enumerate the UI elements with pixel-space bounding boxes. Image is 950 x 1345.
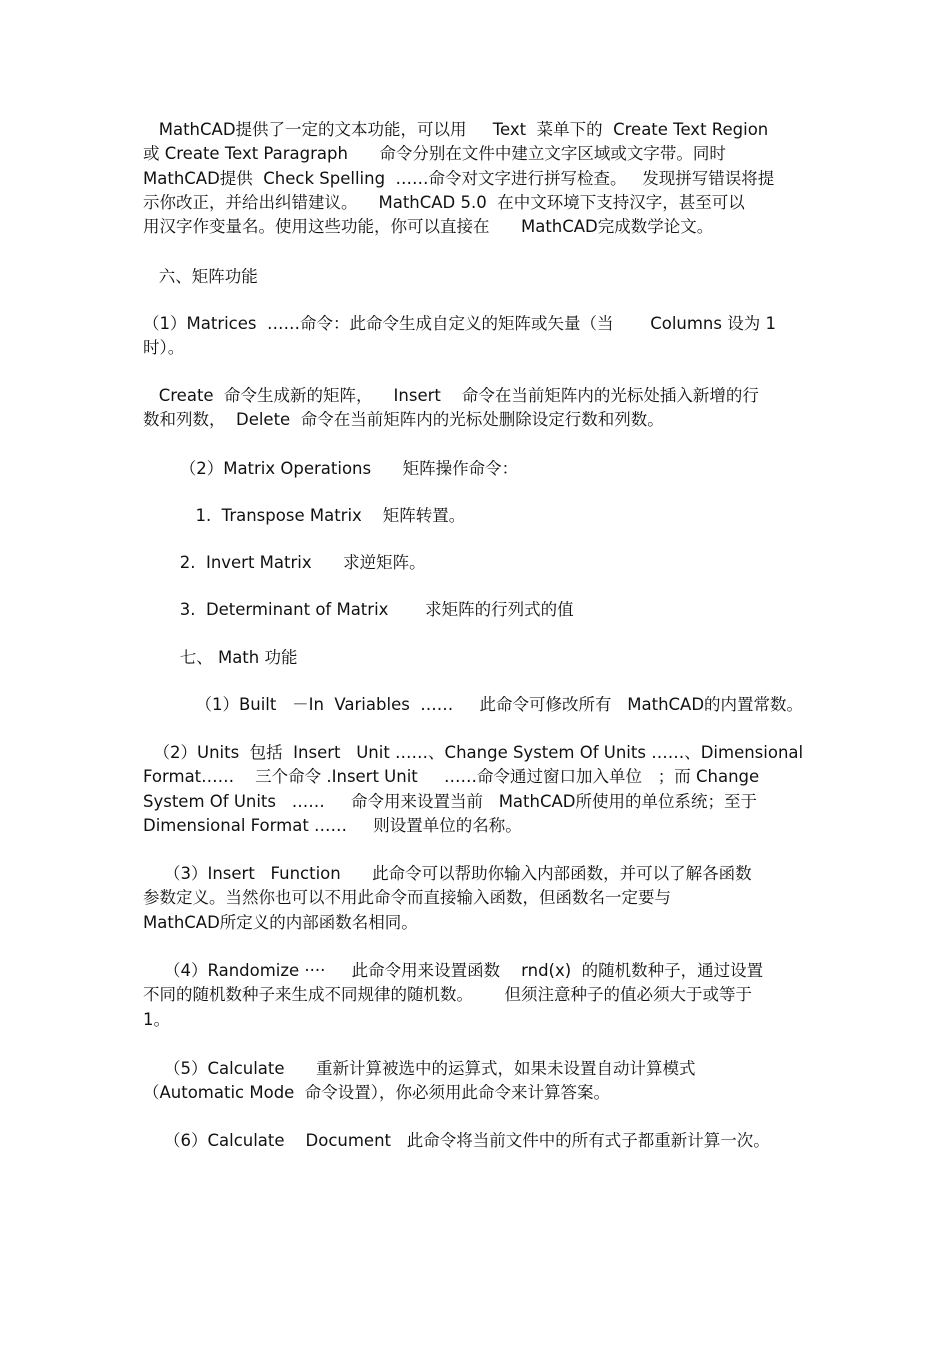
paragraph-units	[143, 741, 808, 838]
text-line: 不同的随机数种子来生成不同规律的随机数。 但须注意种子的值必须大于或等于	[143, 985, 752, 1005]
text-line: 参数定义。当然你也可以不用此命令而直接输入函数，但函数名一定要与	[143, 888, 671, 908]
paragraph-calculate-document	[143, 1129, 808, 1153]
text-line: （Automatic Mode 命令设置），你必须用此命令来计算答案。	[143, 1083, 611, 1103]
text-line: Create 命令生成新的矩阵， Insert 命令在当前矩阵内的光标处插入新增的行	[143, 386, 759, 405]
text-line: 2. Invert Matrix 求逆矩阵。	[143, 553, 426, 572]
paragraph-create-insert-delete	[143, 384, 808, 433]
paragraph-matrix-operations	[143, 457, 808, 481]
heading-text: 六、矩阵功能	[143, 267, 258, 286]
text-line: Dimensional Format …… 则设置单位的名称。	[143, 815, 522, 835]
text-line: （3）Insert Function 此命令可以帮助你输入内部函数，并可以了解各函数	[143, 864, 752, 883]
text-line: MathCAD提供了一定的文本功能，可以用 Text 菜单下的 Create Text Region	[143, 120, 769, 139]
heading-text: 七、 Math 功能	[143, 648, 298, 667]
section-heading-seven	[143, 646, 808, 670]
text-line: （2）Matrix Operations 矩阵操作命令：	[143, 459, 519, 478]
text-line: 1. Transpose Matrix 矩阵转置。	[143, 506, 466, 525]
text-line: MathCAD提供 Check Spelling ……命令对文字进行拼写检查。 发现拼写错误将提	[143, 168, 775, 188]
text-line: （1）Matrices ……命令：此命令生成自定义的矩阵或矢量（当 Columns 设为 1	[143, 314, 776, 333]
text-line: （5）Calculate 重新计算被选中的运算式，如果未设置自动计算模式	[143, 1059, 696, 1078]
text-line: 数和列数， Delete 命令在当前矩阵内的光标处删除设定行数和列数。	[143, 410, 664, 430]
text-line: 或 Create Text Paragraph 命令分别在文件中建立文字区域或文字带。同时	[143, 144, 726, 164]
text-line: System Of Units …… 命令用来设置当前 MathCAD所使用的单位系统；至于	[143, 791, 757, 811]
paragraph-text-function	[143, 118, 808, 239]
text-line: 3. Determinant of Matrix 求矩阵的行列式的值	[143, 600, 574, 619]
list-item-transpose	[143, 504, 808, 528]
text-line: Format…… 三个命令 .Insert Unit ……命令通过窗口加入单位 ；而 Change	[143, 767, 760, 787]
paragraph-matrices	[143, 312, 808, 361]
list-item-invert	[143, 551, 808, 575]
text-line: MathCAD所定义的内部函数名相同。	[143, 912, 418, 932]
list-item-determinant	[143, 598, 808, 622]
text-line: 用汉字作变量名。使用这些功能，你可以直接在 MathCAD完成数学论文。	[143, 217, 714, 237]
paragraph-calculate	[143, 1057, 808, 1106]
section-heading-six	[143, 265, 808, 289]
text-line: 时）。	[143, 338, 185, 358]
text-line: （6）Calculate Document 此命令将当前文件中的所有式子都重新计算一次。	[143, 1131, 770, 1150]
paragraph-insert-function	[143, 862, 808, 935]
paragraph-randomize	[143, 959, 808, 1032]
text-line: （4）Randomize ···· 此命令用来设置函数 rnd(x) 的随机数种子，通过设置	[143, 961, 764, 980]
paragraph-built-in	[143, 693, 808, 717]
text-line: （1）Built －In Variables …… 此命令可修改所有 MathCAD的内置常数。	[143, 695, 804, 714]
text-line: （2）Units 包括 Insert Unit ……、Change System Of Units ……、Dimensional	[143, 743, 804, 762]
text-line: 示你改正，并给出纠错建议。 MathCAD 5.0 在中文环境下支持汉字，甚至可以	[143, 192, 745, 212]
text-line: 1。	[143, 1009, 170, 1029]
